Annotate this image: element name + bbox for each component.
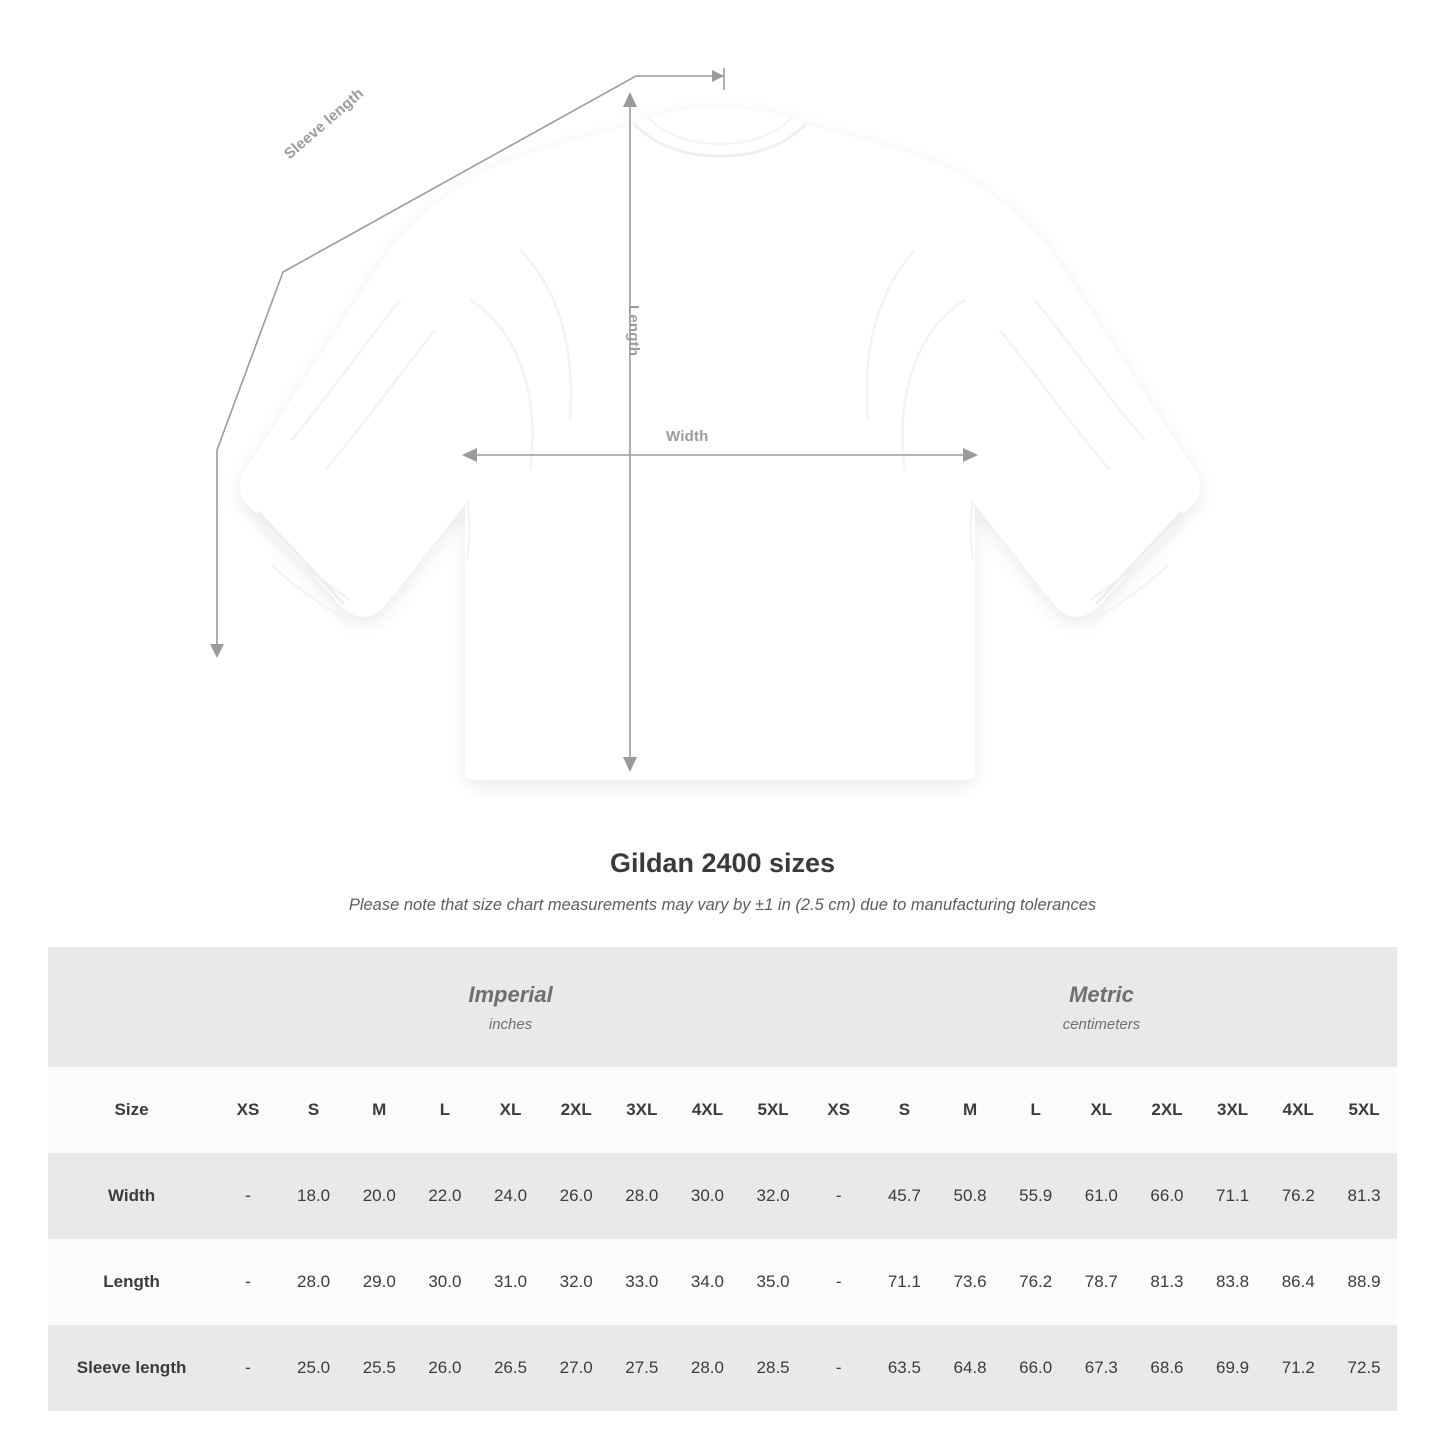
- cell: 29.0: [346, 1239, 412, 1325]
- cell: 26.0: [412, 1325, 478, 1411]
- col-header: XL: [1069, 1067, 1135, 1153]
- col-header: L: [1003, 1067, 1069, 1153]
- cell: 28.0: [281, 1239, 347, 1325]
- col-header: XS: [215, 1067, 281, 1153]
- cell: 64.8: [937, 1325, 1003, 1411]
- cell: 81.3: [1134, 1239, 1200, 1325]
- cell: 34.0: [675, 1239, 741, 1325]
- col-header: S: [872, 1067, 938, 1153]
- col-header: 4XL: [675, 1067, 741, 1153]
- cell: 35.0: [740, 1239, 806, 1325]
- cell: 32.0: [543, 1239, 609, 1325]
- table-row: [48, 1325, 1397, 1411]
- cell: 20.0: [346, 1153, 412, 1239]
- col-header: 5XL: [1331, 1067, 1397, 1153]
- cell: 68.6: [1134, 1325, 1200, 1411]
- unit-header-spacer: [48, 947, 215, 1067]
- col-header: 2XL: [543, 1067, 609, 1153]
- size-header-row: [48, 1067, 1397, 1153]
- cell: 71.1: [872, 1239, 938, 1325]
- cell: 24.0: [478, 1153, 544, 1239]
- cell: 76.2: [1003, 1239, 1069, 1325]
- col-header: XL: [478, 1067, 544, 1153]
- cell: 25.5: [346, 1325, 412, 1411]
- title-block: [0, 848, 1445, 915]
- cell: 28.5: [740, 1325, 806, 1411]
- col-header: M: [937, 1067, 1003, 1153]
- col-header: L: [412, 1067, 478, 1153]
- cell: 45.7: [872, 1153, 938, 1239]
- col-header: XS: [806, 1067, 872, 1153]
- page-title: Gildan 2400 sizes: [609, 848, 836, 878]
- col-header: 2XL: [1134, 1067, 1200, 1153]
- cell: 66.0: [1003, 1325, 1069, 1411]
- cell: 32.0: [740, 1153, 806, 1239]
- cell: -: [215, 1153, 281, 1239]
- table-row: [48, 1153, 1397, 1239]
- cell: 86.4: [1265, 1239, 1331, 1325]
- cell: 18.0: [281, 1153, 347, 1239]
- shirt-shape: [240, 108, 1200, 780]
- cell: 27.5: [609, 1325, 675, 1411]
- cell: 81.3: [1331, 1153, 1397, 1239]
- size-table: [48, 947, 1397, 1411]
- cell: 28.0: [609, 1153, 675, 1239]
- row-label-width: Width: [48, 1153, 215, 1239]
- cell: -: [806, 1325, 872, 1411]
- tolerance-note: Please note that size chart measurements may vary by ±1 in (2.5 cm) due to manufacturing tolerances: [348, 896, 1097, 914]
- row-label-sleeve-length: Sleeve length: [48, 1325, 215, 1411]
- cell: 22.0: [412, 1153, 478, 1239]
- cell: 61.0: [1069, 1153, 1135, 1239]
- unit-metric-name: Metric: [1069, 981, 1134, 1007]
- width-label: Width: [666, 428, 709, 445]
- cell: 71.2: [1265, 1325, 1331, 1411]
- sleeve-length-label: Sleeve length: [281, 84, 368, 163]
- cell: 69.9: [1200, 1325, 1266, 1411]
- cell: -: [806, 1239, 872, 1325]
- size-header-label: Size: [48, 1067, 215, 1153]
- cell: 33.0: [609, 1239, 675, 1325]
- cell: 25.0: [281, 1325, 347, 1411]
- row-label-length: Length: [48, 1239, 215, 1325]
- cell: 72.5: [1331, 1325, 1397, 1411]
- col-header: 4XL: [1265, 1067, 1331, 1153]
- cell: -: [806, 1153, 872, 1239]
- cell: 71.1: [1200, 1153, 1266, 1239]
- cell: 31.0: [478, 1239, 544, 1325]
- col-header: 3XL: [609, 1067, 675, 1153]
- cell: 30.0: [412, 1239, 478, 1325]
- cell: 55.9: [1003, 1153, 1069, 1239]
- unit-header-metric: [806, 947, 1397, 1067]
- cell: 88.9: [1331, 1239, 1397, 1325]
- cell: -: [215, 1325, 281, 1411]
- unit-imperial-name: Imperial: [468, 981, 553, 1007]
- col-header: M: [346, 1067, 412, 1153]
- cell: 30.0: [675, 1153, 741, 1239]
- cell: 76.2: [1265, 1153, 1331, 1239]
- col-header: 3XL: [1200, 1067, 1266, 1153]
- cell: 27.0: [543, 1325, 609, 1411]
- table-row: [48, 1239, 1397, 1325]
- cell: 26.5: [478, 1325, 544, 1411]
- unit-header-row: [48, 947, 1397, 1067]
- cell: 66.0: [1134, 1153, 1200, 1239]
- cell: 83.8: [1200, 1239, 1266, 1325]
- cell: 73.6: [937, 1239, 1003, 1325]
- cell: 63.5: [872, 1325, 938, 1411]
- unit-metric-sub: centimeters: [1062, 1015, 1141, 1033]
- unit-header-imperial: [215, 947, 806, 1067]
- cell: 78.7: [1069, 1239, 1135, 1325]
- col-header: 5XL: [740, 1067, 806, 1153]
- unit-imperial-sub: inches: [488, 1015, 533, 1033]
- cell: 67.3: [1069, 1325, 1135, 1411]
- size-table-wrap: [48, 947, 1397, 1411]
- length-label: Length: [625, 305, 642, 357]
- cell: 28.0: [675, 1325, 741, 1411]
- col-header: S: [281, 1067, 347, 1153]
- cell: 26.0: [543, 1153, 609, 1239]
- cell: 50.8: [937, 1153, 1003, 1239]
- cell: -: [215, 1239, 281, 1325]
